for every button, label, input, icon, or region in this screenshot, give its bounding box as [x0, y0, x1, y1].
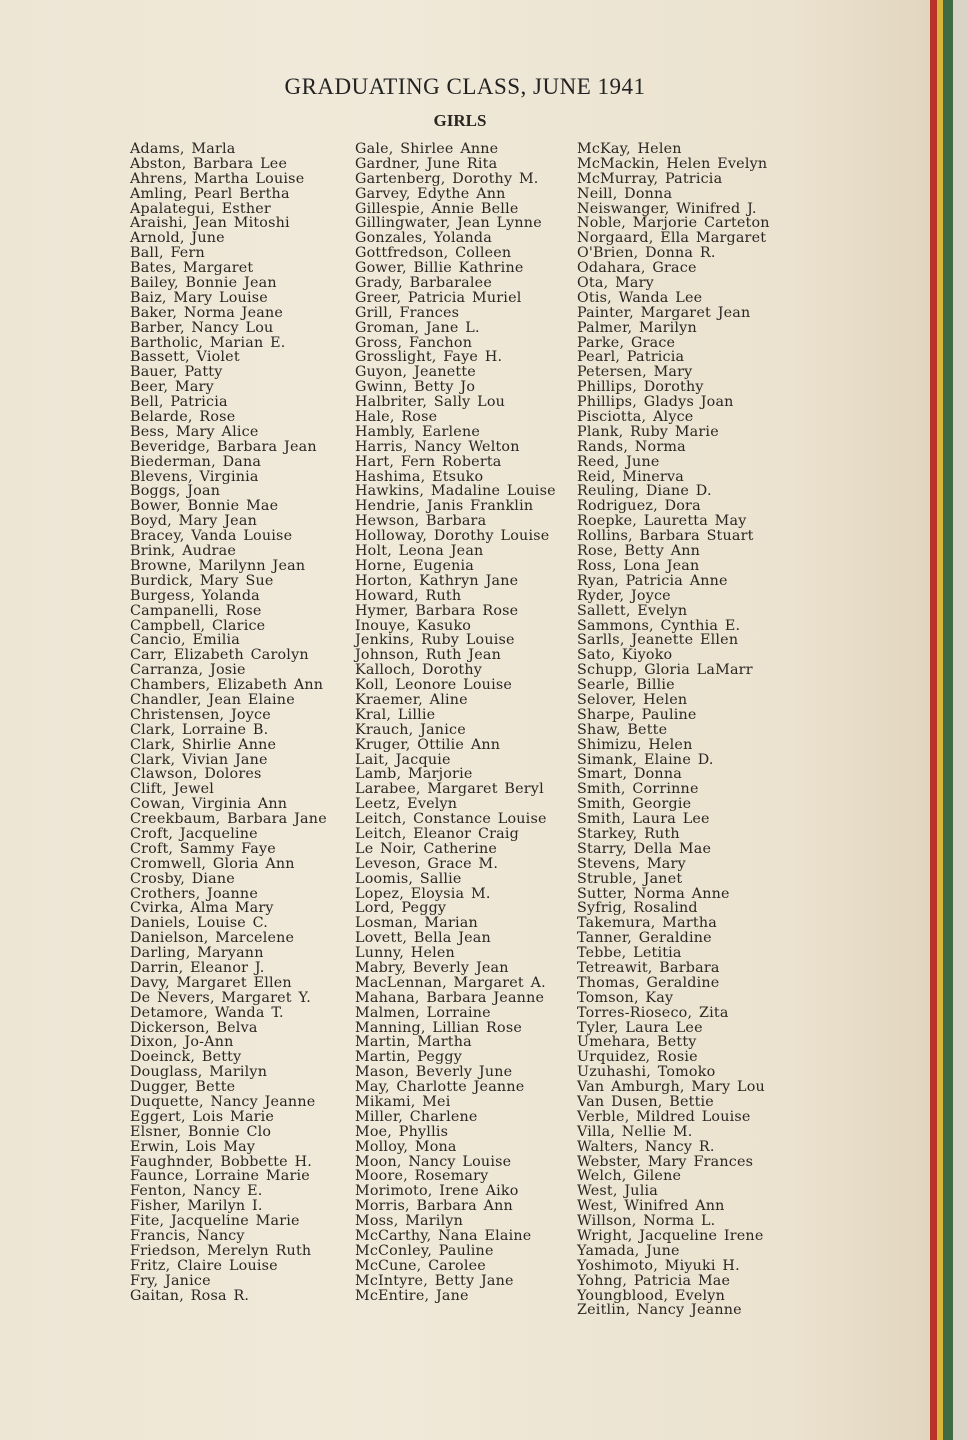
- graduate-name: Gale, Shirlee Anne: [355, 141, 499, 157]
- graduate-name: Rodriguez, Dora: [577, 498, 701, 515]
- graduate-name: Danielson, Marcelene: [130, 930, 295, 947]
- graduate-name: Elsner, Bonnie Clo: [130, 1123, 272, 1140]
- graduate-name: Gartenberg, Dorothy M.: [355, 170, 539, 187]
- graduate-name: Rollins, Barbara Stuart: [577, 528, 754, 545]
- graduate-name: Van Amburgh, Mary Lou: [577, 1079, 765, 1096]
- graduate-name: Creekbaum, Barbara Jane: [130, 811, 327, 828]
- graduate-name: Leitch, Constance Louise: [355, 811, 547, 828]
- graduate-name: Petersen, Mary: [577, 364, 693, 381]
- graduate-name: Rands, Norma: [577, 438, 686, 455]
- graduate-name: Reuling, Diane D.: [577, 483, 712, 500]
- graduate-name: Grill, Frances: [355, 304, 460, 321]
- graduate-name: McIntyre, Betty Jane: [355, 1272, 514, 1289]
- graduate-name: Bracey, Vanda Louise: [130, 528, 293, 545]
- graduate-name: Chambers, Elizabeth Ann: [130, 677, 324, 694]
- graduate-name: McEntire, Jane: [355, 1287, 469, 1304]
- graduate-name: Lamb, Marjorie: [355, 766, 473, 783]
- graduate-name: Clift, Jewel: [130, 781, 215, 798]
- graduate-name: Lunny, Helen: [355, 945, 455, 962]
- graduate-name: Apalategui, Esther: [130, 200, 271, 217]
- graduate-name: Tyler, Laura Lee: [577, 1019, 703, 1036]
- graduate-name: Le Noir, Catherine: [355, 840, 498, 857]
- graduate-name: Halbriter, Sally Lou: [355, 394, 506, 411]
- graduate-name: Yohng, Patricia Mae: [577, 1272, 731, 1289]
- graduate-name: Martin, Martha: [355, 1034, 472, 1051]
- graduate-name: Manning, Lillian Rose: [355, 1019, 523, 1036]
- graduate-name: Mahana, Barbara Jeanne: [355, 989, 545, 1006]
- graduate-name: McMackin, Helen Evelyn: [577, 155, 768, 172]
- graduate-name: Campbell, Clarice: [130, 617, 266, 634]
- graduate-name: Odahara, Grace: [577, 260, 697, 277]
- graduate-name: Bassett, Violet: [130, 349, 240, 366]
- graduate-name: Crothers, Joanne: [130, 885, 258, 902]
- graduate-name: Howard, Ruth: [355, 587, 462, 604]
- section-heading: GIRLS: [433, 111, 487, 130]
- graduate-name: Searle, Billie: [577, 677, 675, 694]
- graduate-name: Hendrie, Janis Franklin: [355, 498, 534, 515]
- graduate-name: Ryder, Joyce: [577, 587, 671, 604]
- graduate-name: Moss, Marilyn: [355, 1213, 464, 1230]
- graduate-name: Van Dusen, Bettie: [577, 1094, 714, 1110]
- graduate-name: McCune, Carolee: [355, 1257, 486, 1274]
- graduate-name: Darling, Maryann: [130, 945, 264, 962]
- graduate-name: Abston, Barbara Lee: [130, 155, 288, 172]
- graduate-name: Hewson, Barbara: [355, 513, 487, 530]
- page-edge: [953, 0, 967, 1440]
- graduate-name: Faughnder, Bobbette H.: [130, 1153, 313, 1170]
- graduate-name: Parke, Grace: [577, 334, 676, 351]
- graduate-name: Campanelli, Rose: [130, 602, 262, 619]
- graduate-name: Carranza, Josie: [130, 662, 246, 679]
- graduate-name: Dickerson, Belva: [130, 1019, 258, 1036]
- graduate-name: Clawson, Dolores: [130, 766, 262, 783]
- name-column-2: [355, 142, 595, 1303]
- graduate-name: Shimizu, Helen: [577, 736, 693, 753]
- graduate-name: Boyd, Mary Jean: [130, 513, 257, 530]
- graduate-name: Willson, Norma L.: [577, 1213, 716, 1230]
- graduate-name: Grady, Barbaralee: [355, 275, 492, 292]
- graduate-name: Lait, Jacquie: [355, 751, 451, 768]
- graduate-name: Leveson, Grace M.: [355, 855, 499, 872]
- graduate-name: Gillingwater, Jean Lynne: [355, 215, 542, 232]
- graduate-name: Erwin, Lois May: [130, 1138, 256, 1155]
- graduate-name: Gaitan, Rosa R.: [130, 1287, 250, 1304]
- graduate-name: Sarlls, Jeanette Ellen: [577, 632, 739, 649]
- red-stripe: [930, 0, 937, 1440]
- graduate-name: Cowan, Virginia Ann: [130, 796, 288, 813]
- graduate-name: Kral, Lillie: [355, 706, 436, 723]
- graduate-name: Torres-Rioseco, Zita: [577, 1004, 729, 1021]
- graduate-name: Dixon, Jo-Ann: [130, 1034, 234, 1051]
- graduate-name: Bell, Patricia: [130, 394, 228, 411]
- graduate-name: Barber, Nancy Lou: [130, 319, 274, 336]
- graduate-name: Beer, Mary: [130, 379, 214, 396]
- graduate-name: Carr, Elizabeth Carolyn: [130, 647, 309, 664]
- graduate-name: Lopez, Eloysia M.: [355, 885, 491, 902]
- graduate-name: Struble, Janet: [577, 870, 683, 887]
- graduate-name: Moe, Phyllis: [355, 1123, 449, 1140]
- graduate-name: Greer, Patricia Muriel: [355, 289, 522, 306]
- graduate-name: Kruger, Ottilie Ann: [355, 736, 501, 753]
- graduate-name: Jenkins, Ruby Louise: [355, 632, 515, 649]
- graduate-name: Hymer, Barbara Rose: [355, 602, 519, 619]
- binding-stripes: [930, 0, 967, 1440]
- graduate-name: Faunce, Lorraine Marie: [130, 1168, 310, 1185]
- graduate-name: Reed, June: [577, 453, 660, 470]
- graduate-name: Ross, Lona Jean: [577, 557, 700, 574]
- graduate-name: Boggs, Joan: [130, 483, 221, 500]
- graduate-name: Holloway, Dorothy Louise: [355, 528, 550, 545]
- graduate-name: Mason, Beverly June: [355, 1064, 513, 1081]
- graduate-name: Burgess, Yolanda: [130, 587, 260, 604]
- graduate-name: Martin, Peggy: [355, 1049, 463, 1066]
- graduate-name: Syfrig, Rosalind: [577, 900, 698, 917]
- graduate-name: Gardner, June Rita: [355, 155, 498, 172]
- graduate-name: Losman, Marian: [355, 915, 478, 932]
- graduate-name: Yamada, June: [577, 1242, 680, 1259]
- graduate-name: Miller, Charlene: [355, 1108, 478, 1125]
- graduate-name: Fenton, Nancy E.: [130, 1183, 263, 1200]
- graduate-name: Smith, Corrinne: [577, 781, 699, 798]
- graduate-name: Arnold, June: [130, 230, 225, 247]
- graduate-name: Painter, Margaret Jean: [577, 304, 751, 321]
- graduate-name: O'Brien, Donna R.: [577, 245, 716, 262]
- graduate-name: Bailey, Bonnie Jean: [130, 275, 277, 292]
- graduate-name: Koll, Leonore Louise: [355, 677, 513, 694]
- graduate-name: Fritz, Claire Louise: [130, 1257, 278, 1274]
- graduate-name: Reid, Minerva: [577, 468, 684, 485]
- name-column-3: [577, 142, 817, 1318]
- graduate-name: Phillips, Gladys Joan: [577, 394, 734, 411]
- graduate-name: Hart, Fern Roberta: [355, 453, 502, 470]
- graduate-name: Duquette, Nancy Jeanne: [130, 1094, 316, 1110]
- graduate-name: Norgaard, Ella Margaret: [577, 230, 767, 247]
- graduate-name: Eggert, Lois Marie: [130, 1108, 275, 1125]
- graduate-name: Biederman, Dana: [130, 453, 262, 470]
- name-column-1: [130, 142, 370, 1303]
- graduate-name: Douglass, Marilyn: [130, 1064, 268, 1081]
- graduate-name: Umehara, Betty: [577, 1034, 697, 1051]
- graduate-name: Detamore, Wanda T.: [130, 1004, 284, 1021]
- graduate-name: Sammons, Cynthia E.: [577, 617, 741, 634]
- graduate-name: Takemura, Martha: [577, 915, 717, 932]
- graduate-name: Guyon, Jeanette: [355, 364, 476, 381]
- graduate-name: Webster, Mary Frances: [577, 1153, 754, 1170]
- graduate-name: Moore, Rosemary: [355, 1168, 489, 1185]
- graduate-name: Roepke, Lauretta May: [577, 513, 747, 530]
- graduate-name: Sharpe, Pauline: [577, 706, 697, 723]
- graduate-name: Kalloch, Dorothy: [355, 662, 483, 679]
- graduate-name: Blevens, Virginia: [130, 468, 259, 485]
- graduate-name: Fite, Jacqueline Marie: [130, 1213, 300, 1230]
- page-title: GRADUATING CLASS, JUNE 1941: [284, 74, 646, 99]
- graduate-name: Gwinn, Betty Jo: [355, 379, 476, 396]
- graduate-name: Beveridge, Barbara Jean: [130, 438, 317, 455]
- graduate-name: Hale, Rose: [355, 409, 438, 426]
- graduate-name: Morris, Barbara Ann: [355, 1198, 513, 1215]
- graduate-name: Cancio, Emilia: [130, 632, 240, 649]
- graduate-name: Brink, Audrae: [130, 543, 236, 560]
- graduate-name: Dugger, Bette: [130, 1079, 236, 1096]
- graduate-name: Daniels, Louise C.: [130, 915, 269, 932]
- graduate-name: Shaw, Bette: [577, 721, 668, 738]
- graduate-name: Bess, Mary Alice: [130, 423, 259, 440]
- graduate-name: De Nevers, Margaret Y.: [130, 989, 312, 1006]
- graduate-name: Bates, Margaret: [130, 260, 254, 277]
- graduate-name: Lovett, Bella Jean: [355, 930, 491, 947]
- graduate-name: Horne, Eugenia: [355, 557, 475, 574]
- graduate-name: Youngblood, Evelyn: [577, 1287, 725, 1304]
- graduate-name: West, Julia: [577, 1183, 658, 1200]
- graduate-name: Sallett, Evelyn: [577, 602, 688, 619]
- graduate-name: Ball, Fern: [130, 245, 205, 262]
- graduate-name: Tomson, Kay: [577, 989, 674, 1006]
- graduate-name: Fisher, Marilyn I.: [130, 1198, 263, 1215]
- graduate-name: Smith, Georgie: [577, 796, 692, 813]
- graduate-name: Starkey, Ruth: [577, 825, 680, 842]
- graduate-name: Selover, Helen: [577, 691, 688, 708]
- graduate-name: Plank, Ruby Marie: [577, 423, 719, 440]
- graduate-name: Garvey, Edythe Ann: [355, 185, 506, 202]
- graduate-name: Neill, Donna: [577, 185, 673, 202]
- graduate-name: Clark, Lorraine B.: [130, 721, 269, 738]
- graduate-name: Rose, Betty Ann: [577, 543, 701, 560]
- graduate-name: Lord, Peggy: [355, 900, 447, 917]
- graduate-name: Kraemer, Aline: [355, 691, 468, 708]
- graduate-name: Villa, Nellie M.: [577, 1123, 693, 1140]
- graduate-name: Hambly, Earlene: [355, 423, 481, 440]
- graduate-name: Uzuhashi, Tomoko: [577, 1064, 716, 1081]
- graduate-name: Schupp, Gloria LaMarr: [577, 662, 753, 679]
- graduate-name: Croft, Jacqueline: [130, 825, 258, 842]
- graduate-name: Christensen, Joyce: [130, 706, 271, 723]
- graduate-name: Cvirka, Alma Mary: [130, 900, 274, 917]
- graduate-name: Walters, Nancy R.: [577, 1138, 715, 1155]
- graduate-name: Crosby, Diane: [130, 870, 235, 887]
- graduate-name: Fry, Janice: [130, 1272, 211, 1289]
- graduate-name: Leetz, Evelyn: [355, 796, 458, 813]
- graduate-name: Otis, Wanda Lee: [577, 289, 703, 306]
- graduate-name: Stevens, Mary: [577, 855, 686, 872]
- graduate-name: Clark, Shirlie Anne: [130, 736, 277, 753]
- graduate-name: Harris, Nancy Welton: [355, 438, 520, 455]
- graduate-name: Inouye, Kasuko: [355, 617, 472, 634]
- graduate-name: Friedson, Merelyn Ruth: [130, 1242, 312, 1259]
- graduate-name: Doeinck, Betty: [130, 1049, 242, 1066]
- graduate-name: Welch, Gilene: [577, 1168, 682, 1185]
- graduate-name: West, Winifred Ann: [577, 1198, 725, 1215]
- graduate-name: Simank, Elaine D.: [577, 751, 714, 768]
- graduate-name: Araishi, Jean Mitoshi: [130, 215, 290, 232]
- graduate-name: Verble, Mildred Louise: [577, 1108, 751, 1125]
- graduate-name: Pearl, Patricia: [577, 349, 685, 366]
- graduate-name: May, Charlotte Jeanne: [355, 1079, 525, 1096]
- graduate-name: Palmer, Marilyn: [577, 319, 697, 336]
- graduate-name: Neiswanger, Winifred J.: [577, 200, 757, 217]
- graduate-name: Holt, Leona Jean: [355, 543, 484, 560]
- graduate-name: Baiz, Mary Louise: [130, 289, 268, 306]
- graduate-name: Moon, Nancy Louise: [355, 1153, 512, 1170]
- graduate-name: Leitch, Eleanor Craig: [355, 825, 519, 842]
- graduate-name: Bower, Bonnie Mae: [130, 498, 279, 515]
- graduate-name: McCarthy, Nana Elaine: [355, 1228, 532, 1245]
- graduate-name: Smart, Donna: [577, 766, 682, 783]
- graduate-name: Gottfredson, Colleen: [355, 245, 512, 262]
- graduate-name: Horton, Kathryn Jane: [355, 572, 519, 589]
- graduate-name: Gross, Fanchon: [355, 334, 473, 351]
- graduate-name: Pisciotta, Alyce: [577, 409, 694, 426]
- graduate-name: Mikami, Mei: [355, 1094, 451, 1110]
- graduate-name: Belarde, Rose: [130, 409, 236, 426]
- graduate-name: Starry, Della Mae: [577, 840, 712, 857]
- graduate-name: McKay, Helen: [577, 141, 682, 157]
- graduate-name: Sato, Kiyoko: [577, 647, 673, 664]
- graduate-name: Hawkins, Madaline Louise: [355, 483, 556, 500]
- graduate-name: Bartholic, Marian E.: [130, 334, 286, 351]
- graduate-name: Amling, Pearl Bertha: [130, 185, 290, 202]
- graduate-name: Molloy, Mona: [355, 1138, 457, 1155]
- graduate-name: Clark, Vivian Jane: [130, 751, 268, 768]
- graduate-name: Ahrens, Martha Louise: [130, 170, 305, 187]
- graduate-name: Larabee, Margaret Beryl: [355, 781, 544, 798]
- graduate-name: Grosslight, Faye H.: [355, 349, 503, 366]
- graduate-name: Thomas, Geraldine: [577, 974, 720, 991]
- graduate-name: Phillips, Dorothy: [577, 379, 704, 396]
- graduate-name: Baker, Norma Jeane: [130, 304, 284, 321]
- green-stripe: [943, 0, 953, 1440]
- graduate-name: Zeitlin, Nancy Jeanne: [577, 1302, 742, 1319]
- graduate-name: Smith, Laura Lee: [577, 811, 710, 828]
- graduate-name: Chandler, Jean Elaine: [130, 691, 295, 708]
- graduate-name: Wright, Jacqueline Irene: [577, 1228, 764, 1245]
- graduate-name: Loomis, Sallie: [355, 870, 462, 887]
- graduate-name: McConley, Pauline: [355, 1242, 494, 1259]
- graduate-name: Darrin, Eleanor J.: [130, 959, 265, 976]
- graduate-name: Bauer, Patty: [130, 364, 223, 381]
- graduate-name: Gonzales, Yolanda: [355, 230, 492, 247]
- graduate-name: MacLennan, Margaret A.: [355, 974, 546, 991]
- graduate-name: Groman, Jane L.: [355, 319, 480, 336]
- graduate-name: Urquidez, Rosie: [577, 1049, 698, 1066]
- graduate-name: Noble, Marjorie Carteton: [577, 215, 770, 232]
- graduate-name: Krauch, Janice: [355, 721, 466, 738]
- graduate-name: Francis, Nancy: [130, 1228, 245, 1245]
- graduate-name: Ryan, Patricia Anne: [577, 572, 728, 589]
- graduate-name: Browne, Marilynn Jean: [130, 557, 306, 574]
- graduate-name: Tetreawit, Barbara: [577, 959, 720, 976]
- graduate-name: Sutter, Norma Anne: [577, 885, 730, 902]
- graduate-name: Cromwell, Gloria Ann: [130, 855, 295, 872]
- graduate-name: Yoshimoto, Miyuki H.: [577, 1257, 740, 1274]
- graduate-name: Mabry, Beverly Jean: [355, 959, 509, 976]
- graduate-name: Davy, Margaret Ellen: [130, 974, 292, 991]
- graduate-name: Malmen, Lorraine: [355, 1004, 491, 1021]
- graduate-name: Morimoto, Irene Aiko: [355, 1183, 519, 1200]
- graduate-name: Johnson, Ruth Jean: [355, 647, 501, 664]
- graduate-name: Hashima, Etsuko: [355, 468, 484, 485]
- graduate-name: Tebbe, Letitia: [577, 945, 682, 962]
- graduate-name: Gillespie, Annie Belle: [355, 200, 519, 217]
- graduate-name: Ota, Mary: [577, 275, 654, 292]
- graduate-name: Adams, Marla: [130, 141, 236, 157]
- graduate-name: Croft, Sammy Faye: [130, 840, 276, 857]
- graduate-name: Tanner, Geraldine: [577, 930, 712, 947]
- graduate-name: Gower, Billie Kathrine: [355, 260, 524, 277]
- graduate-name: McMurray, Patricia: [577, 170, 723, 187]
- graduate-name: Burdick, Mary Sue: [130, 572, 274, 589]
